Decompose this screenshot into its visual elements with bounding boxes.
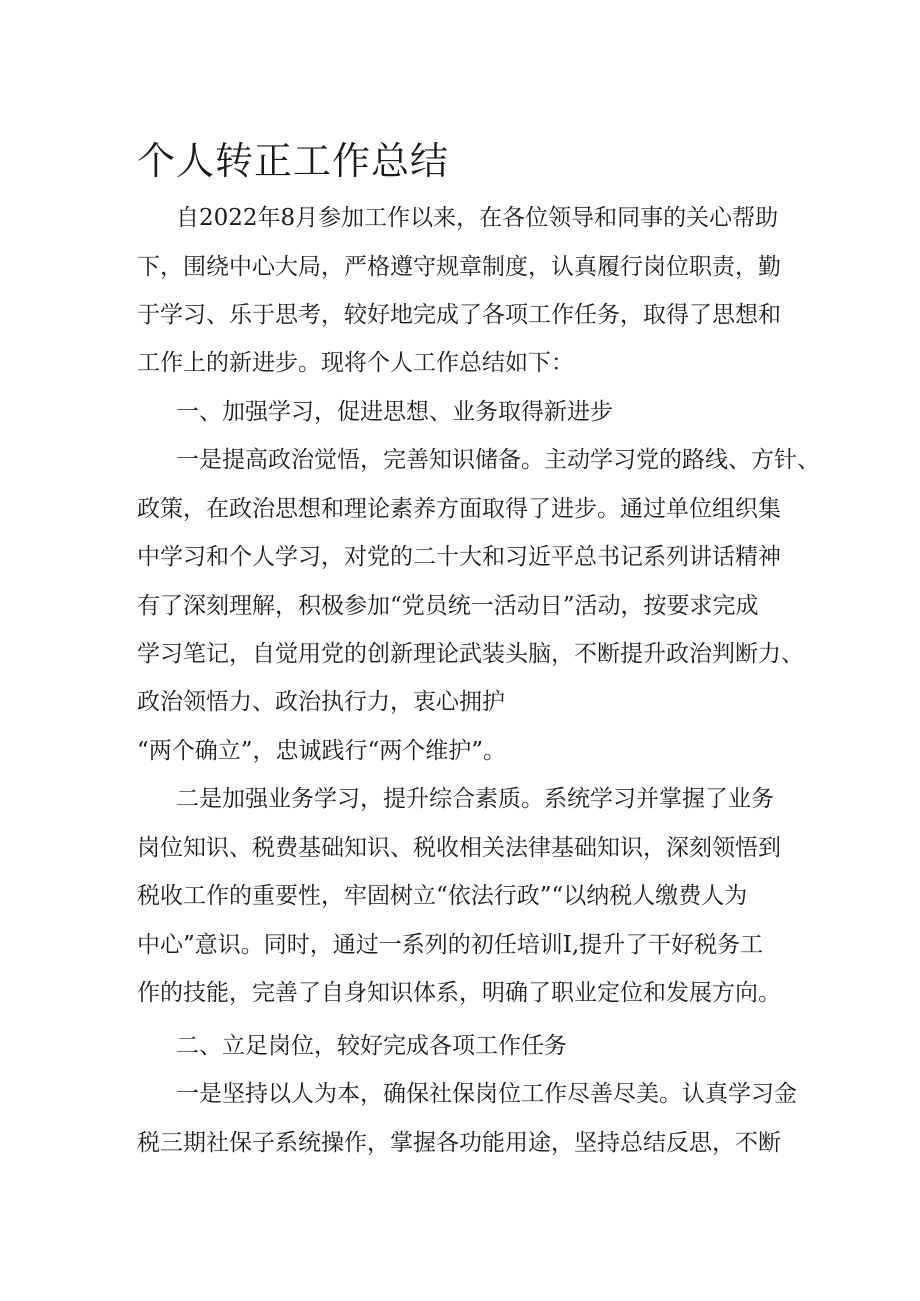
document-title: 个人转正工作总结 [137, 139, 450, 183]
paragraph-line: 下，围绕中心大局，严格遵守规章制度，认真履行岗位职责，勤 [137, 254, 781, 280]
paragraph-line: 政策，在政治思想和理论素养方面取得了进步。通过单位组织集 [137, 496, 781, 522]
paragraph-line: 一是坚持以人为本，确保社保岗位工作尽善尽美。认真学习金 [176, 1081, 797, 1107]
paragraph-line: 工作上的新进步。现将个人工作总结如下： [137, 350, 574, 376]
paragraph-line: 政治领悟力、政治执行力，衷心拥护 [137, 689, 505, 715]
paragraph-line: 自2022年8月参加工作以来，在各位领导和同事的关心帮助 [176, 205, 779, 231]
section-heading: 一、加强学习，促进思想、业务取得新进步 [176, 399, 613, 425]
paragraph-line: “两个确立”，忠诚践行“两个维护”。 [137, 738, 507, 764]
paragraph-line: 作的技能，完善了自身知识体系，明确了职业定位和发展方向。 [137, 980, 781, 1006]
paragraph-line: 二是加强业务学习，提升综合素质。系统学习并掌握了业务 [176, 786, 774, 812]
paragraph-line: 岗位知识、税费基础知识、税收相关法律基础知识，深刻领悟到 [137, 835, 781, 861]
paragraph-line: 税三期社保子系统操作，掌握各功能用途，坚持总结反思，不断 [137, 1130, 781, 1156]
paragraph-line: 中学习和个人学习，对党的二十大和习近平总书记系列讲话精神 [137, 544, 781, 570]
paragraph-line: 税收工作的重要性，牢固树立“依法行政”“以纳税人缴费人为 [137, 883, 748, 909]
paragraph-line: 于学习、乐于思考，较好地完成了各项工作任务，取得了思想和 [137, 302, 781, 328]
paragraph-line: 学习笔记，自觉用党的创新理论武装头脑，不断提升政治判断力、 [137, 641, 804, 667]
paragraph-line: 有了深刻理解，积极参加“党员统一活动日”活动，按要求完成 [137, 593, 759, 619]
section-heading: 二、立足岗位，较好完成各项工作任务 [176, 1033, 567, 1059]
paragraph-line: 中心”意识。同时，通过一系列的初任培训I,提升了干好税务工 [137, 932, 764, 958]
paragraph-line: 一是提高政治觉悟，完善知识储备。主动学习党的路线、方针、 [176, 447, 820, 473]
